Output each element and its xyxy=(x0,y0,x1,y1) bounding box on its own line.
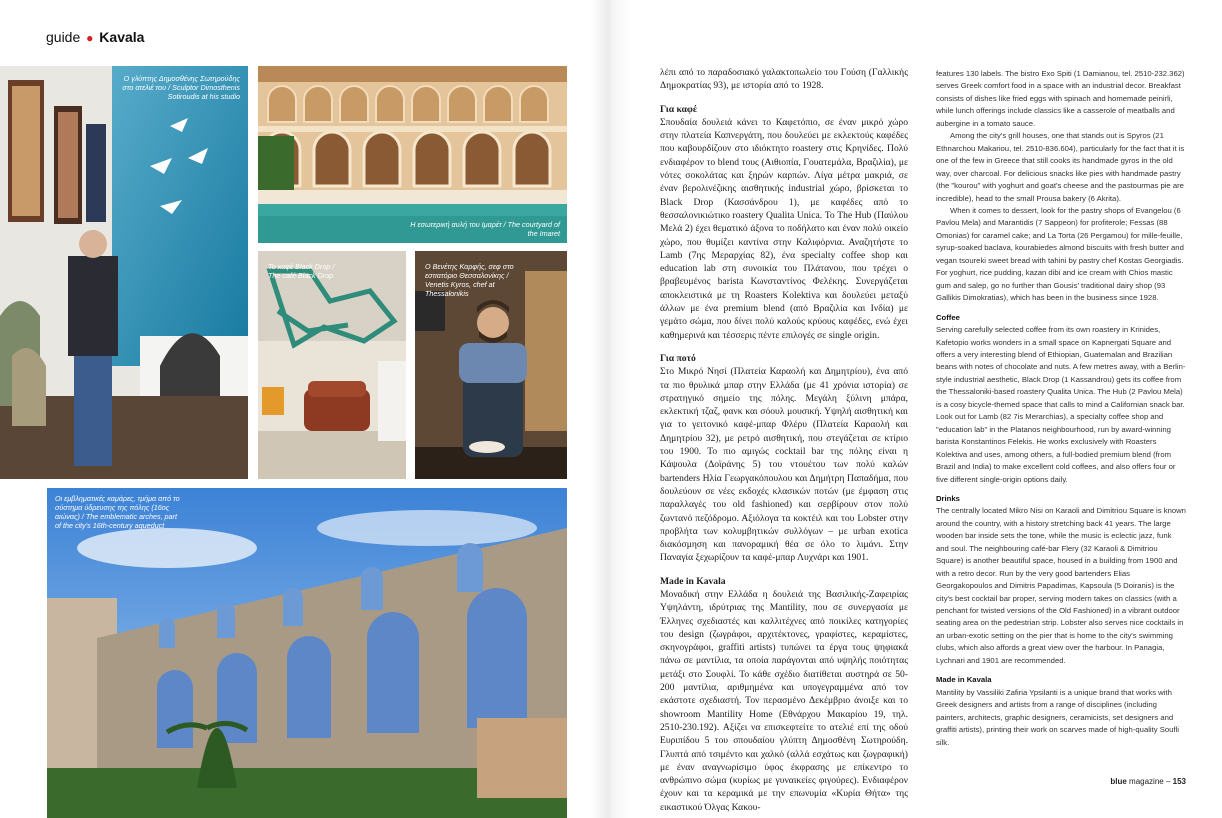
english-text-column xyxy=(936,68,1186,749)
sculptor-illustration xyxy=(0,66,248,479)
sculptor-photo xyxy=(0,66,248,479)
section-header xyxy=(46,29,144,45)
footer-separator: – xyxy=(1165,777,1173,786)
greek-coffee-heading: Για καφέ xyxy=(660,103,697,115)
english-made-text: Mantility by Vassiliki Zafiria Ypsilanti is a unique brand that works with Greek designers and artists from a range of disciplines (including painters, architects, graphic designers, ceramicists, set designers and graffiti artists), printing their work on scarves made of high-quality Soufli silk. xyxy=(936,687,1179,747)
black-drop-photo xyxy=(258,251,406,479)
sculptor-caption: Ο γλύπτης Δημοσθένης Σωτηρούδης στο ατελιέ του / Sculptor Dimosthenis Sotiroudis at his studio xyxy=(122,74,240,101)
black-drop-illustration xyxy=(258,251,406,479)
page-footer xyxy=(1110,777,1186,786)
greek-made-heading: Made in Kavala xyxy=(660,575,726,587)
english-drinks-heading: Drinks xyxy=(936,493,960,503)
greek-intro: λέπι από το παραδοσιακό γαλακτοπωλείο του Γούση (Γαλλικής Δημοκρατίας 93), με ιστορία από το 1928. xyxy=(660,67,908,92)
greek-coffee-text: Σπουδαία δουλειά κάνει το Καφετόπιο, σε έναν μικρό χώρο στην πλατεία Καπνεργάτη, που δουλεύει με εκλεκτούς καφέδες που καβουρδίζουν στο ιδιόκτητο roastery στις Κρηνίδες. Πολύ ενδιαφέρον το blend τους (Αιθιοπία, Γουατεμάλα, Βραζιλία), με νότες σοκολάτας και ξηρών καρπών. Λίγα μέτρα μακριά, σε έναν βερολινέζικης αισθητικής industrial χώρο, βρίσκεται το Black Drop (Κασσάνδρου 1), με καφέδες από το θεσσαλονικιώτικο roastery Qualita Unica. Το The Hub (Παύλου Μελά 2) έχει θεματικό άξονα το ποδήλατο και έναν πολύ οικείο χώρο, που θυμίζει καντίνα στην Καλιφόρνια. Αναζητήστε το Lamb (7ης Μεραρχίας 82), ένα specialty coffee shop και education lab στη συνοικία του Πλάτανου, που τρέχει ο βραβευμένος barista Κωνσταντίνος Φελέκης. Συνεργάζεται αποκλειστικά με τη Roasters Kolektiva και δουλεύει μεταξύ άλλων με ένα premium blend (από Βραζιλία και Ινδία) με γεμάτο σώμα, που δίνει πολύ καλούς κρύους καφέδες, ενώ έχει καθημερινά και τέσσερις πέντε επιλογές σε single origin. xyxy=(660,116,908,341)
aqueduct-caption: Οι εμβληματικές καμάρες, τμήμα από το σύστημα ύδρευσης της πόλης (16ος αιώνας) / The emblematic arches, part of the city's 16th-century aqueduct xyxy=(55,494,180,530)
greek-made-text: Μοναδική στην Ελλάδα η δουλειά της Βασιλικής-Ζαφειρίας Υψηλάντη, ιδρύτριας της Mantility, που σε συνεργασία με Έλληνες σχεδιαστές και καλλιτέχνες από ποικίλες κατηγορίες του design (ζωγράφοι, αρχιτέκτονες, γραφίστες, κεραμίστες, σκηνογράφοι, graffiti artists) τυπώνει τα έργα τους ψηφιακά πάνω σε μαντίλια, τα οποία παράγονται από υψηλής ποιότητας μετάξι στο Σουφλί. Το κάθε σχέδιο διατίθεται αυστηρά σε 50-200 μαντίλια, αριθμημένα και υπογεγραμμένα από τον εκάστοτε σχεδιαστή. Τον περασμένο Δεκέμβριο άνοιξε και το showroom Mantility Home (Εθνάρχου Μακαρίου 19, τηλ. 2510-230.192). Αξίζει να επισκεφτείτε το ατελιέ επί της οδού Ευριπίδου 5 του σπουδαίου γλύπτη Δημοσθένη Σωτηρούδη. Γλυπτά από τσιμέντο και χαλκό (αλλά εσχάτως και ζωγραφική) με έναν αναγνωρίσιμο ύφος έκφρασης με επίκεντρο το ανθρώπινο σώμα (κυρίως με γυναικείες φιγούρες). Ενδιαφέρον έχουν και τα κεραμικά με την επωνυμία «Κυρία Θήτα» της εικαστικού Όλγας Κακου- xyxy=(660,588,908,813)
english-coffee-heading: Coffee xyxy=(936,312,960,322)
english-para-2: Among the city's grill houses, one that stands out is Spyros (21 Ethnarchou Makariou, tel. 2510-836.604), particularly for the fact that it is one of the few in Greece that still cooks its handmade gyros in the old way, over charcoal. For delicious snacks like pies with handmade pastry (the "kourou" with yoghurt and goat's cheese and the pastourmas pie are incredible), head to the small Prousa bakery (6 Akrita). xyxy=(936,131,1185,203)
greek-drinks-text: Στο Μικρό Νησί (Πλατεία Καραολή και Δημητρίου), ένα από τα πιο θρυλικά μπαρ στην Ελλάδα (με 41 χρόνια ιστορία) σε στρατηγικό σημείο της πόλης. Μεγάλη ξύλινη μπάρα, εκλεκτική τζαζ, φανκ και σόουλ μουσική. Υψηλή αισθητική και για το γειτονικό καφέ-μπαρ Φλέρυ (Πλατεία Καραολή και Δημητρίου 32), με ρετρό αισθητική, που στεγάζεται σε κτίριο του 1900. Το πιο αμιγώς cocktail bar της πόλης είναι η Κάψουλα (Δοϊράνης 5) του ντουέτου των πολύ καλών bartenders Ηλία Γεωργακόπουλου και Δημήτρη Παπαδήμα, που δουλεύουν σε νέες εκδοχές κλασικών ποτών (με έμφαση στις παραλλαγές του old fashioned) και σερβίρουν στον πολύ ζωντανό πεζόδρομο. Αξιόλογα τα κοκτέιλ και του Lobster στην προβλήτα των κολυμβητικών συλλόγων – με urban exotica διακόσμηση και πανοραμική θέα σε όλο το λιμάνι. Στην Παναγία ξεχωρίζουν τα καφέ-μπαρ Λυχνάρι και 1901. xyxy=(660,366,908,564)
footer-page-number: 153 xyxy=(1172,777,1186,786)
english-drinks-text: The centrally located Mikro Nisi on Karaoli and Dimitriou Square is known around the country, with a history stretching back 41 years. The large wooden bar inside sets the tone, while the music is eclectic jazz, funk and soul. The neighbouring café-bar Flery (32 Karaoli & Dimitriou Square) is another beautiful space, housed in a building from 1900 and with a retro decor. Run by the very good bartenders Elias Georgakopoulos and Dimitris Papadimas, Kapsoula (5 Doiranis) is the city's best cocktail bar proper, serving modern takes on classics (with a penchant for twisted versions of the Old Fashioned) in a vibrant outdoor seating area on the pedestrian strip. Lobster also serves nice cocktails in an urban-exotic setting on the pier that is home to the city's swimming clubs, which also affords a great view over the harbour. In Panagia, Lychnari and 1901 are recommended. xyxy=(936,506,1186,665)
red-dot-icon: ● xyxy=(86,31,94,45)
english-para-3: When it comes to dessert, look for the pastry shops of Evangelou (6 Pavlou Mela) and Marantidis (7 Sappeon) for profiterole; Fessas (88 Omonias) for caramel cake; and La Torta (26 Pergamou) for mille-feuille, syrup-soaked baclava, kourabiedes almond biscuits with fresh butter and vegan tsoureki sweet bread with tahini by pastry chef Kostas Georgiadis. For yoghurt, rice pudding, kazan dibi and ice cream with Chios mastic gum and salep, go no further than Gousis' traditional dairy shop (93 Gallikis Dimokratias), which has been in the business since 1928. xyxy=(936,205,1184,303)
greek-drinks-heading: Για ποτό xyxy=(660,352,696,364)
greek-text-column xyxy=(660,66,908,814)
english-coffee-text: Serving carefully selected coffee from its own roastery in Krinides, Kafetopio works wonders in a small space on Kapnergati Square and offers a very interesting blend of Ethiopian, Guatemalan and Brazilian beans with notes of chocolate and nuts. A few metres away, with a Berlin-style industrial aesthetic, Black Drop (1 Kassandrou) gets its coffee from the Thessaloniki-based roastery Qualita Unica. The Hub (2 Pavlou Mela) is a cosy bicycle-themed space that calls to mind a Californian snack bar. Look out for Lamb (82 7is Merarchias), a specialty coffee shop and "education lab" in the Platanos neighbourhood, run by award-winning barista Konstantinos Felekis. He works exclusively with Roasters Kolektiva and uses, among others, a full-bodied premium blend (from Brazil and India) to make excellent cold coffees, and also offers four or five different single-origin options daily. xyxy=(936,325,1186,484)
imaret-photo xyxy=(258,66,567,243)
chef-caption: Ο Βενέτης Καρφής, σεφ στο εστιατόριο Θεσσαλονίκης / Venetis Kyros, chef at Thessalonikis xyxy=(425,262,514,298)
black-drop-caption: Το καφέ Black Drop / The café Black Drop xyxy=(268,262,335,280)
aqueduct-illustration xyxy=(47,488,567,818)
english-para-1: features 130 labels. The bistro Exo Spiti (1 Damianou, tel. 2510-232.362) serves Greek comfort food in a space with an industrial decor. Breakfast consists of dishes like fried eggs with spinach and homemade peinirli, while lunch offerings include classics like a casserole of meatballs and aubergine in a tomato sauce. xyxy=(936,69,1185,128)
header-guide-label: guide xyxy=(46,29,81,45)
footer-magazine-name: blue xyxy=(1110,777,1127,786)
aqueduct-photo xyxy=(47,488,567,818)
header-city: Kavala xyxy=(99,29,145,45)
imaret-caption: Η εσωτερική αυλή του Ιμαρέτ / The courtyard of the Imaret xyxy=(410,220,560,238)
english-made-heading: Made in Kavala xyxy=(936,675,992,685)
footer-magazine-suffix: magazine xyxy=(1129,777,1164,786)
imaret-illustration xyxy=(258,66,567,243)
page-gutter xyxy=(590,0,630,818)
